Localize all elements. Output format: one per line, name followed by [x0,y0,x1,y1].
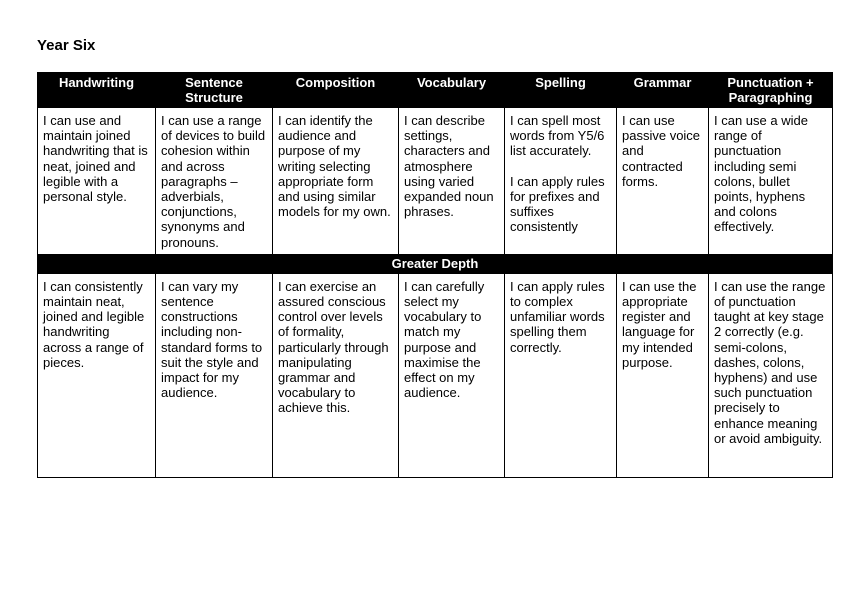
expected-vocabulary-cell: I can describe settings, characters and atmosphere using varied expanded noun phrases. [399,108,505,255]
expected-sentence-structure-cell: I can use a range of devices to build cohesion within and across paragraphs – adverbials, conjunctions, synonyms and pronouns. [156,108,273,255]
gd-composition-cell: I can exercise an assured conscious control over levels of formality, particularly through manipulating grammar and vocabulary to achieve this. [273,273,399,477]
gd-handwriting-cell: I can consistently maintain neat, joined and legible handwriting across a range of pieces. [38,273,156,477]
column-header-handwriting: Handwriting [38,73,156,108]
column-header-composition: Composition [273,73,399,108]
expected-grammar-cell: I can use passive voice and contracted forms. [617,108,709,255]
gd-spelling-cell: I can apply rules to complex unfamiliar words spelling them correctly. [505,273,617,477]
column-header-grammar: Grammar [617,73,709,108]
expected-handwriting-cell: I can use and maintain joined handwriting that is neat, joined and legible with a personal style. [38,108,156,255]
expected-spelling-cell: I can spell most words from Y5/6 list accurately. I can apply rules for prefixes and suffixes consistently [505,108,617,255]
expected-row [38,108,833,255]
column-header-sentence-structure: Sentence Structure [156,73,273,108]
expected-punctuation-cell: I can use a wide range of punctuation including semi colons, bullet points, hyphens and colons effectively. [709,108,833,255]
expected-composition-cell: I can identify the audience and purpose of my writing selecting appropriate form and using similar models for my own. [273,108,399,255]
greater-depth-label: Greater Depth [38,254,833,273]
header-row [38,73,833,108]
column-header-vocabulary: Vocabulary [399,73,505,108]
year-six-writing-table [37,72,833,478]
page-title: Year Six [37,37,96,54]
gd-sentence-structure-cell: I can vary my sentence constructions including non-standard forms to suit the style and impact for my audience. [156,273,273,477]
column-header-spelling: Spelling [505,73,617,108]
greater-depth-section-row [38,254,833,273]
column-header-punctuation-paragraphing: Punctuation + Paragraphing [709,73,833,108]
gd-grammar-cell: I can use the appropriate register and language for my intended purpose. [617,273,709,477]
greater-depth-row [38,273,833,477]
gd-punctuation-cell: I can use the range of punctuation taught at key stage 2 correctly (e.g. semi-colons, dashes, colons, hyphens) and use such punctuation precisely to enhance meaning or avoid ambiguity. [709,273,833,477]
gd-vocabulary-cell: I can carefully select my vocabulary to match my purpose and maximise the effect on my audience. [399,273,505,477]
